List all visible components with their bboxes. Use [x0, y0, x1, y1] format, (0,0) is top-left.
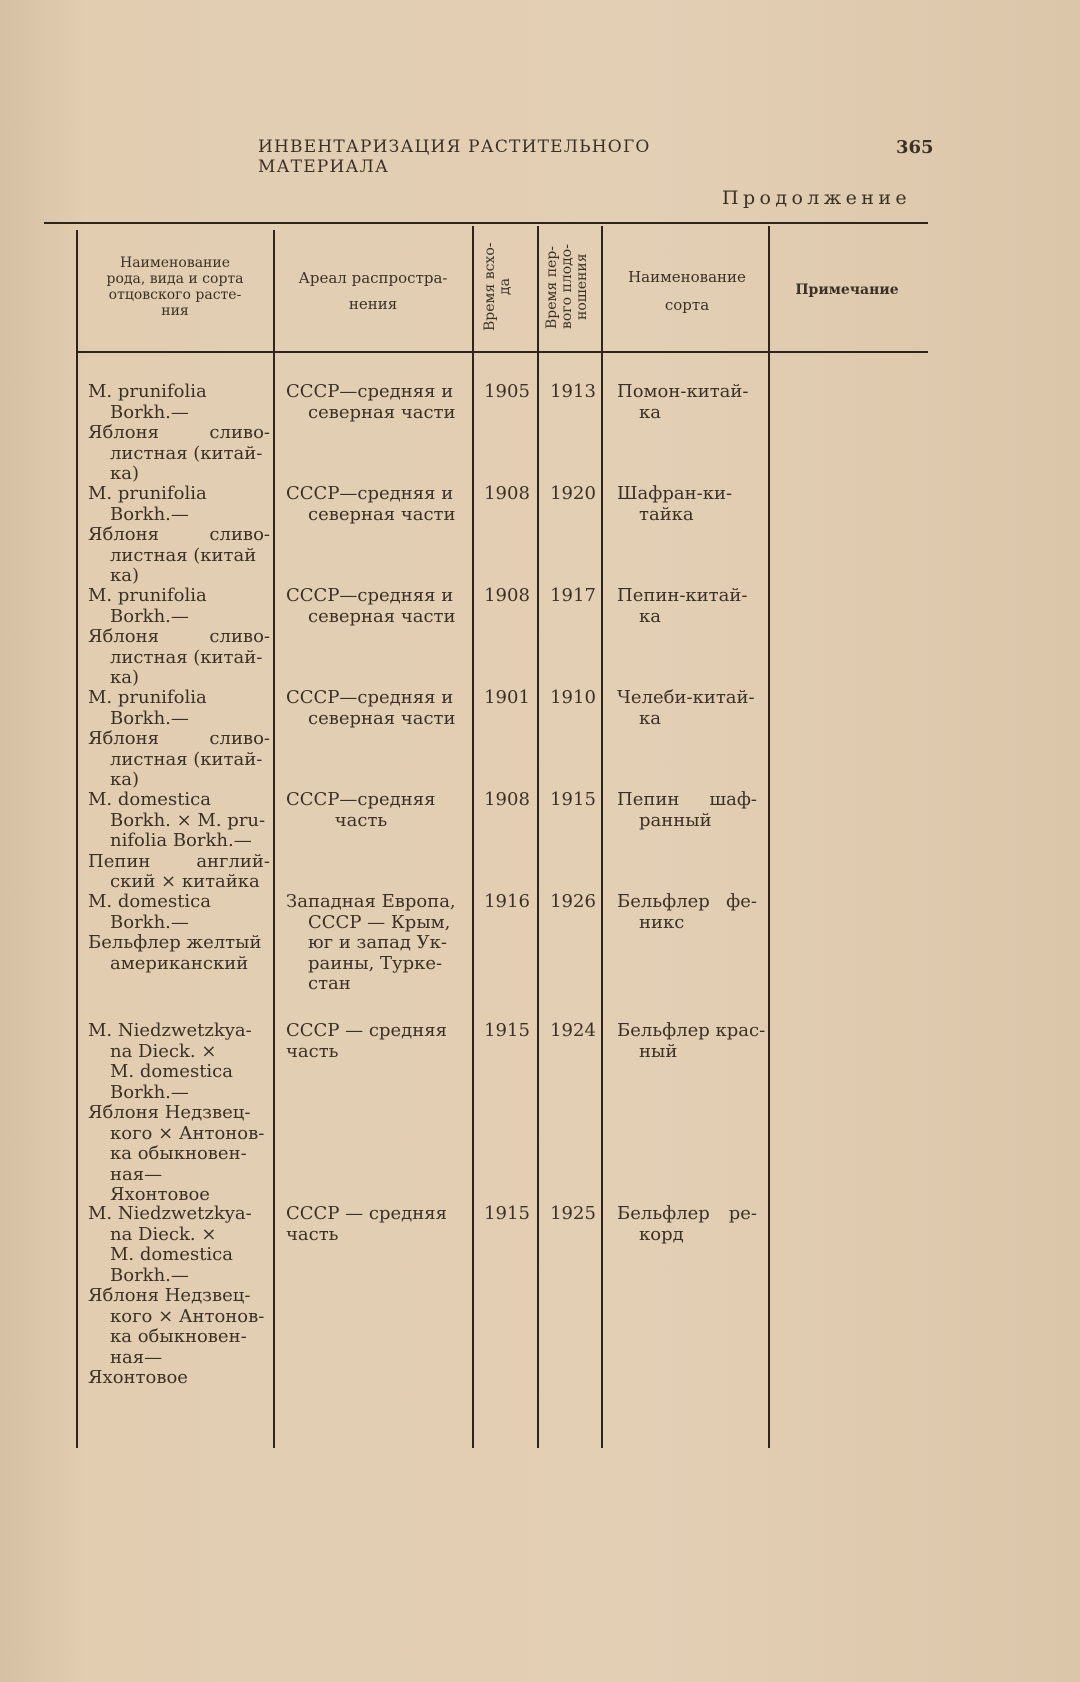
row3-sowing: 1908	[484, 585, 530, 606]
row1-sowing: 1905	[484, 381, 530, 402]
running-title: ИНВЕНТАРИЗАЦИЯ РАСТИТЕЛЬНОГО МАТЕРИАЛА	[258, 137, 651, 177]
table-header-rule	[76, 351, 928, 353]
row7-sowing: 1915	[484, 1020, 530, 1041]
row6-name: M. domestica Borkh.— Бельфлер желтый американский	[88, 891, 262, 974]
continuation-label: Продолжение	[722, 187, 912, 209]
row4-variety: Челеби-китай- ка	[617, 687, 755, 729]
row5-name: M. domestica Borkh. × M. pru- nifolia Borkh.— Пепин англий- ский × китайка	[88, 789, 270, 892]
row7-area: СССР — средняя часть	[286, 1020, 447, 1062]
row6-fruiting: 1926	[550, 891, 596, 912]
row2-variety: Шафран-ки- тайка	[617, 483, 733, 525]
column-header-sowing: Время всхо- да	[482, 242, 513, 332]
row3-fruiting: 1917	[550, 585, 596, 606]
column-header-note: Примечание	[795, 282, 899, 298]
column-divider	[472, 226, 474, 1448]
row3-area: СССР—средняя и северная части	[286, 585, 456, 627]
row5-area: СССР—средняя часть	[286, 789, 436, 831]
row1-variety: Помон-китай- ка	[617, 381, 749, 423]
row7-name: M. Niedzwetzkya- na Dieck. × M. domestica Borkh.— Яблоня Недзвец- кого × Антонов- ка обыкновен- ная— Яхонтовое	[88, 1020, 265, 1205]
row4-name: M. prunifolia Borkh.— Яблоня сливо- листная (китай- ка)	[88, 687, 270, 790]
row8-area: СССР — средняя часть	[286, 1203, 447, 1245]
column-divider	[273, 230, 275, 1448]
column-header-fruiting: Время пер- вого плодо- ношения	[544, 244, 590, 330]
row3-name: M. prunifolia Borkh.— Яблоня сливо- листная (китай- ка)	[88, 585, 270, 688]
row8-sowing: 1915	[484, 1203, 530, 1224]
row2-sowing: 1908	[484, 483, 530, 504]
row2-fruiting: 1920	[550, 483, 596, 504]
column-divider	[76, 230, 78, 1448]
row4-area: СССР—средняя и северная части	[286, 687, 456, 729]
row7-variety: Бельфлер крас- ный	[617, 1020, 766, 1062]
column-header-variety: Наименование сорта	[628, 268, 746, 314]
row5-variety: Пепин шаф- ранный	[617, 789, 757, 831]
row8-name: M. Niedzwetzkya- na Dieck. × M. domestica Borkh.— Яблоня Недзвец- кого × Антонов- ка обыкновен- ная— Яхонтовое	[88, 1203, 265, 1388]
row8-variety: Бельфлер ре- корд	[617, 1203, 757, 1245]
row2-name: M. prunifolia Borkh.— Яблоня сливо- листная (китай ка)	[88, 483, 270, 586]
row6-area: Западная Европа, СССР — Крым, юг и запад Ук- раины, Турке- стан	[286, 891, 456, 994]
table-top-rule	[44, 222, 928, 224]
row7-fruiting: 1924	[550, 1020, 596, 1041]
row1-area: СССР—средняя и северная части	[286, 381, 456, 423]
row5-fruiting: 1915	[550, 789, 596, 810]
row1-name: M. prunifolia Borkh.— Яблоня сливо- листная (китай- ка)	[88, 381, 270, 484]
column-divider	[601, 226, 603, 1448]
column-header-area: Ареал распростра- нения	[298, 269, 448, 313]
row1-fruiting: 1913	[550, 381, 596, 402]
row6-variety: Бельфлер фе- никс	[617, 891, 757, 933]
row3-variety: Пепин-китай- ка	[617, 585, 748, 627]
page-number: 365	[896, 137, 934, 158]
row4-fruiting: 1910	[550, 687, 596, 708]
row4-sowing: 1901	[484, 687, 530, 708]
row6-sowing: 1916	[484, 891, 530, 912]
row2-area: СССР—средняя и северная части	[286, 483, 456, 525]
row8-fruiting: 1925	[550, 1203, 596, 1224]
page-header	[0, 137, 1080, 177]
column-divider	[537, 226, 539, 1448]
row5-sowing: 1908	[484, 789, 530, 810]
column-header-name: Наименование рода, вида и сорта отцовского расте- ния	[106, 255, 244, 319]
